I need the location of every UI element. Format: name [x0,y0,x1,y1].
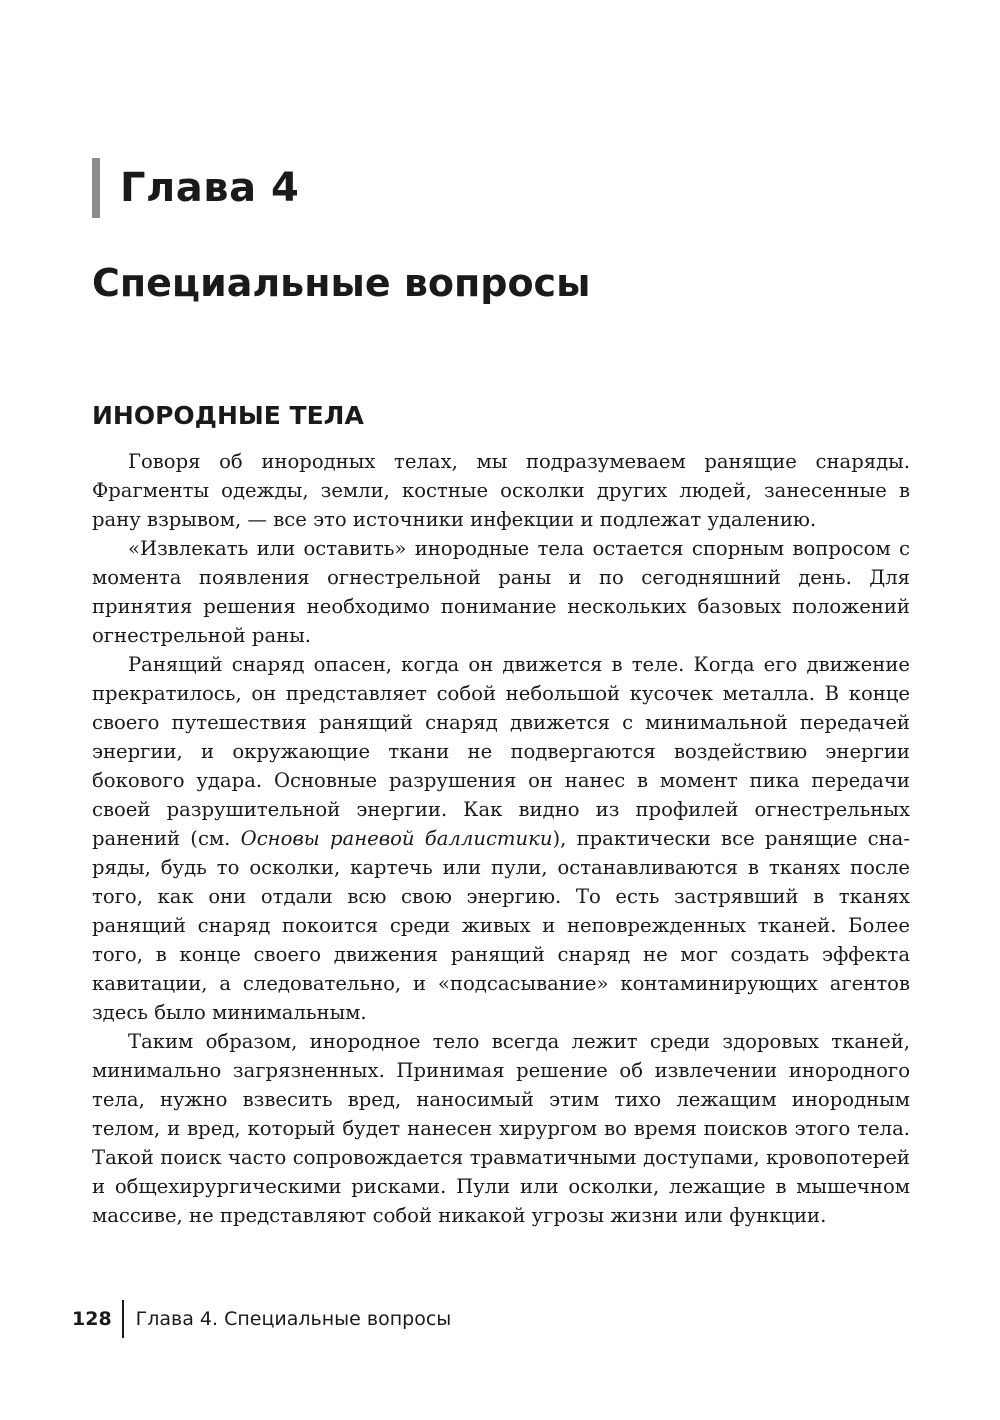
chapter-title: Специальные вопросы [92,261,591,305]
cross-reference: Основы раневой баллистики [240,827,553,850]
running-title: Глава 4. Специальные вопросы [135,1308,452,1330]
paragraph-4: Таким образом, инородное тело всегда лежит среди здоровых тканей, минимально загрязненных. Принимая решение об извлечении инородного тела, нужно взвесить вред, наносимый этим тихо лежащим инородным телом, и вред, который будет нанесен хирургом во время поисков этого тела. Такой поиск часто сопровождается травматичными доступами, кровопотерей и общехирургическими рисками. Пули или осколки, лежащие в мышечном массиве, не представляют собой никакой угрозы жизни или функции. [92,1030,910,1227]
paragraph-1: Говоря об инородных телах, мы подразумеваем ранящие снаряды. Фрагменты одежды, земли, костные осколки других людей, занесенные в рану взрывом, — все это источники инфекции и подлежат удалению. [92,450,910,531]
paragraph-3-text-end: ), практически все ранящие снаряды, будь то осколки, картечь или пули, останавливаются в тканях после того, как они отдали всю свою энергию. То есть застрявший в тканях ранящий снаряд покоится среди живых и неповрежденных тканей. Более того, в конце своего движения ранящий снаряд не мог создать эффекта кавитации, а следовательно, и «подсасывание» контаминирующих агентов здесь было минимальным. [92,827,910,1024]
paragraph-3-text-start: Ранящий снаряд опасен, когда он движется в теле. Когда его движение прекратилось, он представляет собой небольшой кусочек металла. В конце своего путешествия ранящий снаряд движется с минимальной передачей энергии, и окружающие ткани не подвергаются воздействию энергии бокового удара. Основные разрушения он нанес в момент пика передачи своей разрушительной энергии. Как видно из профилей огнестрельных ранений (см. [92,653,910,850]
paragraph-3 [92,650,910,1027]
page-number: 128 [72,1308,112,1330]
section-heading: ИНОРОДНЫЕ ТЕЛА [92,401,364,430]
paragraph-2: «Извлекать или оставить» инородные тела остается спорным вопросом с момента появления огнестрельной раны и по сегодняшний день. Для принятия решения необходимо понимание нескольких базовых положений огнестрельной раны. [92,537,910,647]
chapter-label: Глава 4 [92,158,299,218]
body-text [92,447,910,1230]
page-footer [72,1300,451,1338]
